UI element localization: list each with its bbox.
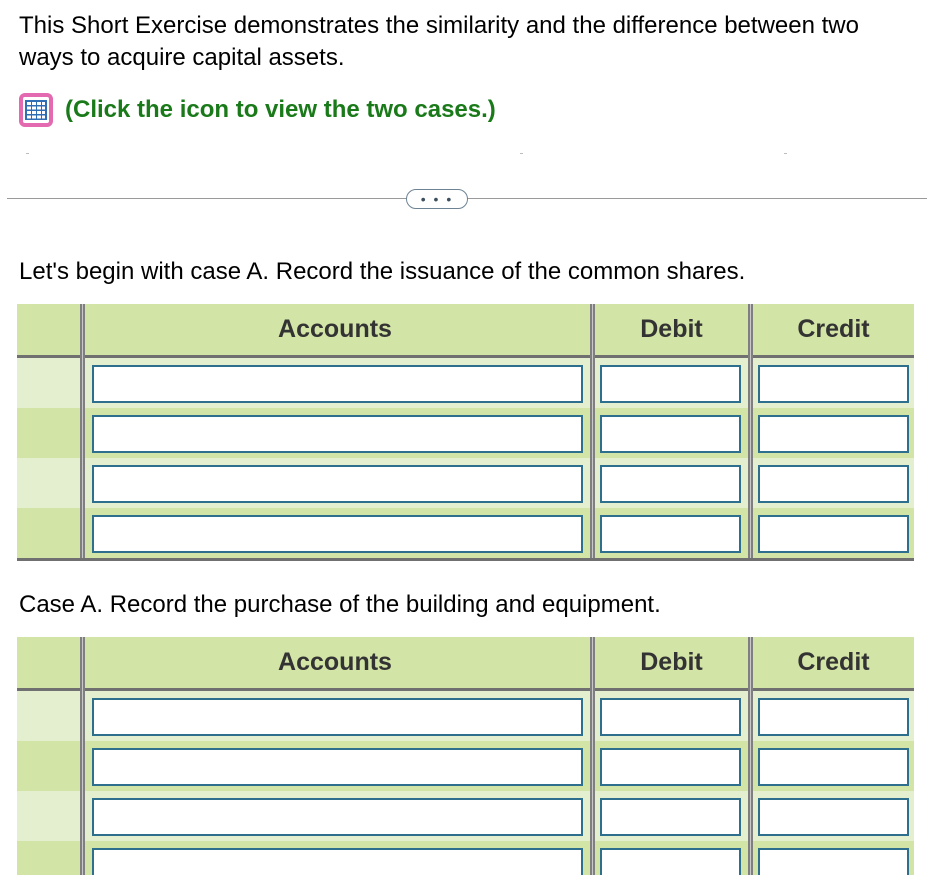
table-row — [17, 791, 914, 841]
debit-input[interactable] — [600, 415, 741, 453]
column-separator — [590, 637, 595, 875]
journal-table-purchase — [17, 637, 914, 875]
table-grid-icon[interactable] — [19, 93, 53, 127]
column-separator — [748, 304, 753, 558]
debit-input[interactable] — [600, 515, 741, 553]
account-input[interactable] — [92, 848, 583, 875]
account-input[interactable] — [92, 365, 583, 403]
column-separator — [80, 637, 85, 875]
table-row — [17, 508, 914, 558]
column-separator — [590, 304, 595, 558]
account-input[interactable] — [92, 698, 583, 736]
account-input[interactable] — [92, 748, 583, 786]
table-row — [17, 408, 914, 458]
credit-input[interactable] — [758, 365, 909, 403]
table-bottom-border — [17, 558, 914, 561]
debit-input[interactable] — [600, 465, 741, 503]
expand-more-button[interactable]: • • • — [406, 189, 468, 209]
account-input[interactable] — [92, 415, 583, 453]
debit-input[interactable] — [600, 848, 741, 875]
table-header — [17, 637, 914, 691]
credit-input[interactable] — [758, 748, 909, 786]
debit-input[interactable] — [600, 698, 741, 736]
table-row — [17, 741, 914, 791]
section1-prompt: Let's begin with case A. Record the issuance of the common shares. — [19, 258, 746, 285]
table-header — [17, 304, 914, 358]
debit-input[interactable] — [600, 748, 741, 786]
table-row — [17, 458, 914, 508]
table-row — [17, 691, 914, 741]
credit-input[interactable] — [758, 798, 909, 836]
debit-input[interactable] — [600, 798, 741, 836]
credit-input[interactable] — [758, 515, 909, 553]
journal-table-issuance — [17, 304, 914, 561]
view-cases-link[interactable] — [19, 88, 496, 132]
view-cases-label[interactable]: (Click the icon to view the two cases.) — [65, 96, 496, 123]
credit-input[interactable] — [758, 465, 909, 503]
section2-prompt: Case A. Record the purchase of the building and equipment. — [19, 591, 661, 618]
debit-input[interactable] — [600, 365, 741, 403]
account-input[interactable] — [92, 515, 583, 553]
credit-input[interactable] — [758, 698, 909, 736]
credit-input[interactable] — [758, 415, 909, 453]
header-accounts: Accounts — [278, 648, 392, 676]
column-separator — [80, 304, 85, 558]
intro-text: This Short Exercise demonstrates the similarity and the difference between two ways to acquire capital assets. — [19, 12, 859, 71]
header-accounts: Accounts — [278, 315, 392, 343]
header-debit: Debit — [640, 648, 703, 676]
account-input[interactable] — [92, 798, 583, 836]
account-input[interactable] — [92, 465, 583, 503]
credit-input[interactable] — [758, 848, 909, 875]
column-separator — [748, 637, 753, 875]
table-row — [17, 841, 914, 875]
header-credit: Credit — [797, 648, 870, 676]
header-debit: Debit — [640, 315, 703, 343]
header-credit: Credit — [797, 315, 870, 343]
table-row — [17, 358, 914, 408]
